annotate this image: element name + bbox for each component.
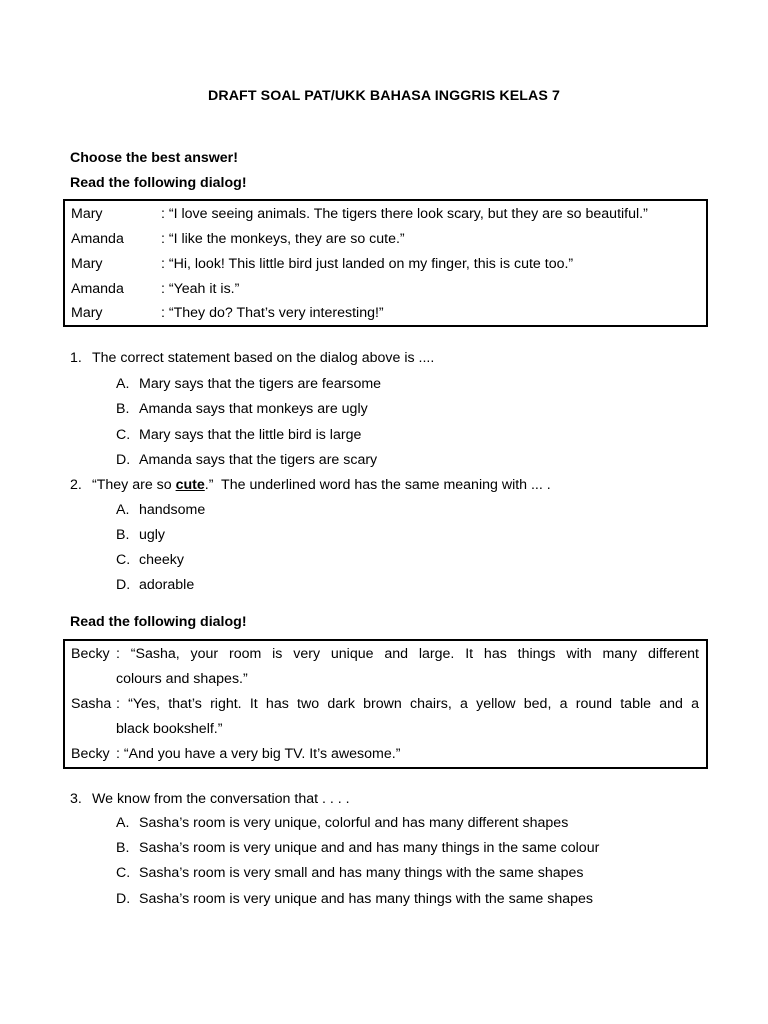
dialog-text: : “Hi, look! This little bird just landed on my finger, this is cute too.” — [161, 256, 574, 272]
option-text: Sasha’s room is very unique and and has many things in the same colour — [139, 840, 600, 856]
option-letter: B. — [116, 527, 130, 543]
dialog-line — [71, 227, 405, 252]
option-2b[interactable] — [116, 525, 165, 545]
question-3 — [70, 789, 350, 809]
option-2d[interactable] — [116, 575, 194, 595]
read-dialog-heading-2: Read the following dialog! — [70, 614, 247, 630]
question-number: 1. — [70, 350, 82, 366]
option-1c[interactable] — [116, 425, 361, 445]
option-1a[interactable] — [116, 374, 381, 394]
question-2 — [70, 475, 551, 495]
dialog-line — [71, 642, 699, 667]
dialog-line — [71, 301, 384, 326]
option-1d[interactable] — [116, 450, 377, 470]
option-3a[interactable] — [116, 813, 568, 833]
option-letter: D. — [116, 577, 131, 593]
option-letter: A. — [116, 376, 130, 392]
option-letter: C. — [116, 427, 131, 443]
speaker-name: Becky — [71, 646, 110, 662]
option-2a[interactable] — [116, 500, 205, 520]
speaker-name: Becky — [71, 746, 110, 762]
question-1 — [70, 348, 434, 368]
dialog-text: : “I love seeing animals. The tigers there look scary, but they are so beautiful.” — [161, 206, 648, 222]
question-number: 2. — [70, 477, 82, 493]
question-text-after: .” The underlined word has the same meaning with ... . — [204, 477, 551, 493]
option-text: Sasha’s room is very unique, colorful and has many different shapes — [139, 815, 569, 831]
question-text: We know from the conversation that . . . . — [92, 791, 350, 807]
speaker-name: Amanda — [71, 231, 124, 247]
speaker-name: Mary — [71, 206, 103, 222]
option-text: adorable — [139, 577, 195, 593]
question-text-before: “They are so — [92, 477, 176, 493]
dialog-line — [71, 277, 239, 302]
option-text: cheeky — [139, 552, 184, 568]
option-2c[interactable] — [116, 550, 184, 570]
dialog-line: colours and shapes.” — [116, 671, 248, 687]
option-text: Amanda says that monkeys are ugly — [139, 401, 368, 417]
option-letter: A. — [116, 815, 130, 831]
option-text: Sasha’s room is very small and has many things with the same shapes — [139, 865, 584, 881]
dialog-text: : “Sasha, your room is very unique and large. It has things with many different — [116, 646, 699, 662]
read-dialog-heading-1: Read the following dialog! — [70, 175, 247, 191]
dialog-text: : “I like the monkeys, they are so cute.” — [161, 231, 405, 247]
option-letter: D. — [116, 452, 131, 468]
option-letter: C. — [116, 865, 131, 881]
option-3d[interactable] — [116, 889, 593, 909]
option-1b[interactable] — [116, 399, 368, 419]
option-text: handsome — [139, 502, 206, 518]
question-number: 3. — [70, 791, 82, 807]
underlined-word: cute — [175, 477, 205, 493]
option-text: Mary says that the little bird is large — [139, 427, 362, 443]
option-text: Amanda says that the tigers are scary — [139, 452, 378, 468]
option-letter: A. — [116, 502, 130, 518]
dialog-text: : “They do? That’s very interesting!” — [161, 305, 384, 321]
dialog-text: : “Yes, that’s right. It has two dark brown chairs, a yellow bed, a round table and a — [116, 696, 699, 712]
question-text: The correct statement based on the dialog above is .... — [92, 350, 435, 366]
dialog-text: : “Yeah it is.” — [161, 281, 240, 297]
option-text: Mary says that the tigers are fearsome — [139, 376, 382, 392]
option-letter: D. — [116, 891, 131, 907]
document-title: DRAFT SOAL PAT/UKK BAHASA INGGRIS KELAS 7 — [208, 88, 560, 104]
dialog-text: : “And you have a very big TV. It’s awesome.” — [116, 746, 401, 762]
option-letter: B. — [116, 840, 130, 856]
dialog-box-2 — [63, 639, 708, 769]
dialog-line — [71, 742, 699, 767]
dialog-line — [71, 202, 648, 227]
option-text: Sasha’s room is very unique and has many things with the same shapes — [139, 891, 593, 907]
option-letter: C. — [116, 552, 131, 568]
option-letter: B. — [116, 401, 130, 417]
speaker-name: Amanda — [71, 281, 124, 297]
option-3b[interactable] — [116, 838, 599, 858]
speaker-name: Mary — [71, 256, 103, 272]
option-text: ugly — [139, 527, 166, 543]
option-3c[interactable] — [116, 863, 584, 883]
instruction-heading: Choose the best answer! — [70, 150, 238, 166]
dialog-box-1 — [63, 199, 708, 327]
dialog-line — [71, 252, 573, 277]
speaker-name: Mary — [71, 305, 103, 321]
dialog-line — [71, 692, 699, 717]
dialog-line: black bookshelf.” — [116, 721, 223, 737]
speaker-name: Sasha — [71, 696, 112, 712]
